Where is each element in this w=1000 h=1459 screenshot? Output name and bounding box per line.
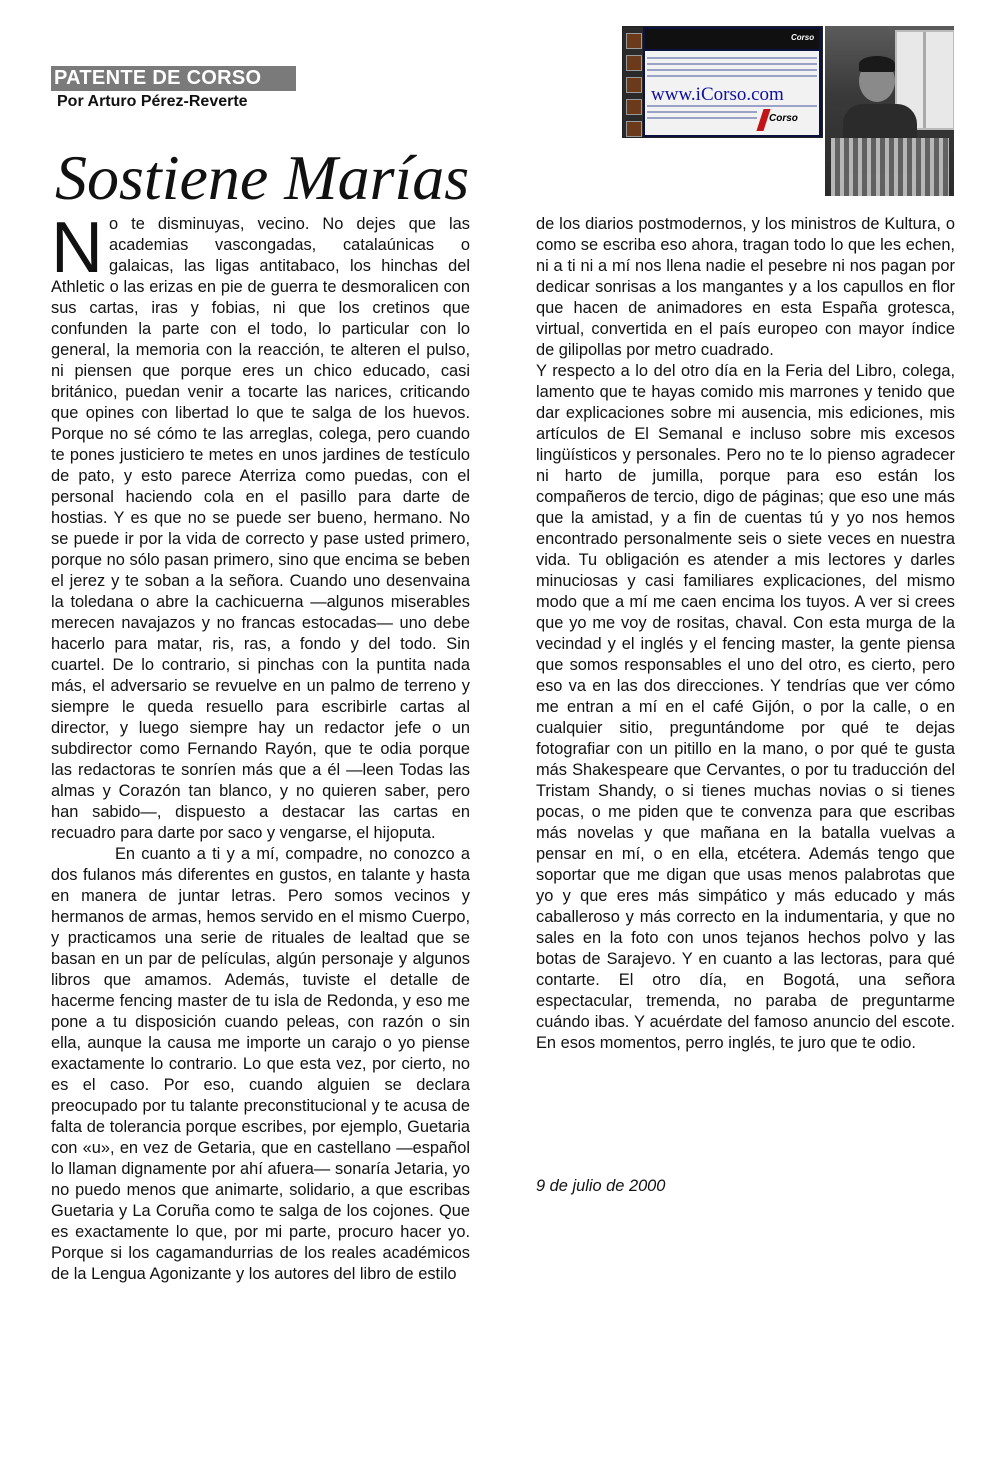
paragraph-text: o te disminuyas, vecino. No dejes que las academias vascongadas, catalaúnicas o galaicas, las ligas antitabaco, los hinchas del Athletic o las erizas en pie de guerra te desmoralicen con sus cartas, iras y fobias, ni que los cretinos que confunden la parte con el todo, lo particular con lo general, la memoria con la reacción, te alteren el pulso, ni piensen que porque eres un chico educado, casi británico, puedan venir a tocarte las narices, criticando que opines con libertad lo que te salga de los huevos. Porque no sé cómo te las arreglas, colega, pero cuando te pones justiciero te metes en unos jardines de testículo de pato, y esto parece Aterriza como puedas, con el personal haciendo cola en el pasillo para darte de hostias. Y es que no se puede ser bueno, hermano. No se puede ir por la vida de correcto y pase usted primero, porque no sólo pasan primero, sino que encima se beben el jerez y te soban a la señora. Cuando uno desenvaina la toledana o abre la cachicuerna —algunos miserables merecen navajazos y no francas estocadas— uno debe hacerlo para matar, ris, ras, a fondo y del todo. Sin cuartel. De lo contrario, si pinchas con la puntita nada más, el adversario se revuelve en un palmo de terreno y siempre le queda resuello para escribirle cartas al director, y luego siempre hay un redactor jefe o un subdirector como Fernando Rayón, que te odia porque las redactoras te sonríen más que a él —leen Todas las almas y Corazón tan blanco, y no quieren saber, pero han sabido—, dispuesto a destacar las cartas en recuadro para darte por saco y vengarse, el hijoputa. <box>51 215 470 842</box>
site-row <box>647 117 757 119</box>
site-row <box>647 63 817 65</box>
article-date: 9 de julio de 2000 <box>536 1177 666 1195</box>
section-title: PATENTE DE CORSO <box>51 66 296 91</box>
site-row <box>647 111 757 113</box>
photo-person-hair <box>859 56 895 72</box>
author-photo <box>825 26 954 196</box>
site-row <box>647 57 817 59</box>
article-paragraph <box>51 214 470 844</box>
article-paragraph: En cuanto a ti y a mí, compadre, no conozco a dos fulanos más diferentes en gustos, en talante y hasta en manera de juntar letras. Pero somos vecinos y hermanos de armas, hemos servido en el mismo Cuerpo, y practicamos una serie de rituales de lealtad que se basan en un par de películas, algún personaje y algunos libros que amamos. Además, tuviste el detalle de hacerme fencing master de tu isla de Redonda, y eso me pone a tu disposición cuando peleas, con razón o sin ella, aunque la causa me importe un carajo o yo piense exactamente lo contrario. Lo que esta vez, por cierto, no es el caso. Por eso, cuando alguien se declara preocupado por tu talante preconstitucional y te acusa de falta de tolerancia porque escribes, por ejemplo, Guetaria con «u», en vez de Getaria, que en castellano —español lo llaman dignamente por ahí afuera— sonaría Jetaria, yo no puedo menos que animarte, solidario, a que escribas Guetaria y La Coruña como te salga de los cojones. Que es exactamente lo que, por mi parte, procuro hacer yo. Porque si los cagamandurrias de los reales académicos de la Lengua Agonizante y los autores del libro de estilo <box>51 845 470 1283</box>
site-row <box>647 75 817 77</box>
site-brand: Corso <box>769 113 798 124</box>
site-brand-top: Corso <box>791 33 815 42</box>
website-screenshot-image <box>622 26 823 138</box>
site-row <box>647 69 817 71</box>
article-column-right <box>536 214 955 1214</box>
drop-cap: N <box>51 214 103 288</box>
thumbnail-strip <box>623 27 643 137</box>
article-paragraph: Y respecto a lo del otro día en la Feria del Libro, colega, lamento que te hayas comido mis marrones y tenido que dar explicaciones sobre mi ausencia, mis ediciones, mis artículos de El Semanal e incluso sobre mis excesos lingüísticos y personales. Pero no te lo pienso agradecer ni harto de jumilla, porque para eso están los compañeros de tercio, digo de páginas; que eso une más que la amistad, y a fin de cuentas tú y yo nos hemos encontrado personalmente seis o siete veces en nuestra vida. Tu obligación es atender a mis lectores y darles minuciosas y casi familiares explicaciones, del mismo modo que a mí me caen encima los tuyos. A ver si crees que yo me voy de rositas, chaval. Con esta murga de la vecindad y el inglés y el fencing master, la gente piensa que somos responsables el uno del otro, es cierto, pero eso va en las dos direcciones. Y tendrías que ver cómo me entran a mí en el café Gijón, o por la calle, o en cualquier sitio, preguntándome por qué te dejas fotografiar con un pitillo en la mano, o por qué te gusta más Shakespeare que Cervantes, o por tu traducción del Tristam Shandy, o si tienes muchas novias o si tienes pocas, o me piden que te convenza para que escribas más novelas y que mañana en la batalla vuelvas a pensar en mí, o en ella, etcétera. Además tengo que soportar que me digan que usas menos palabrotas que yo y que eres más simpático y más educado y más caballeroso y más correcto en la indumentaria, y que no sales en la foto con unos tejanos hechos polvo y las botas de Sarajevo. Y en cuanto a las lectoras, para qué contarte. El otro día, en Bogotá, una señora espectacular, tremenda, no paraba de preguntarme cuándo ibas. Y acuérdate del famoso anuncio del escote. En esos momentos, perro inglés, te juro que te odio. <box>536 362 955 1052</box>
article-column-left <box>51 214 470 1427</box>
article-paragraph: de los diarios postmodernos, y los ministros de Kultura, o como se escriba eso ahora, tragan todo lo que les echen, ni a ti ni a mí nos llena nadie el pesebre ni nos pagan por dedicar sonrisas a los mangantes y a los capullos en flor que hacen de animadores en esta España grotesca, virtual, convertida en el país europeo con mayor índice de gilipollas por metro cuadrado. <box>536 215 955 359</box>
article-headline: Sostiene Marías <box>55 142 470 213</box>
photo-chair <box>831 138 949 196</box>
author-byline: Por Arturo Pérez-Reverte <box>57 93 248 110</box>
site-url: www.iCorso.com <box>651 84 784 105</box>
